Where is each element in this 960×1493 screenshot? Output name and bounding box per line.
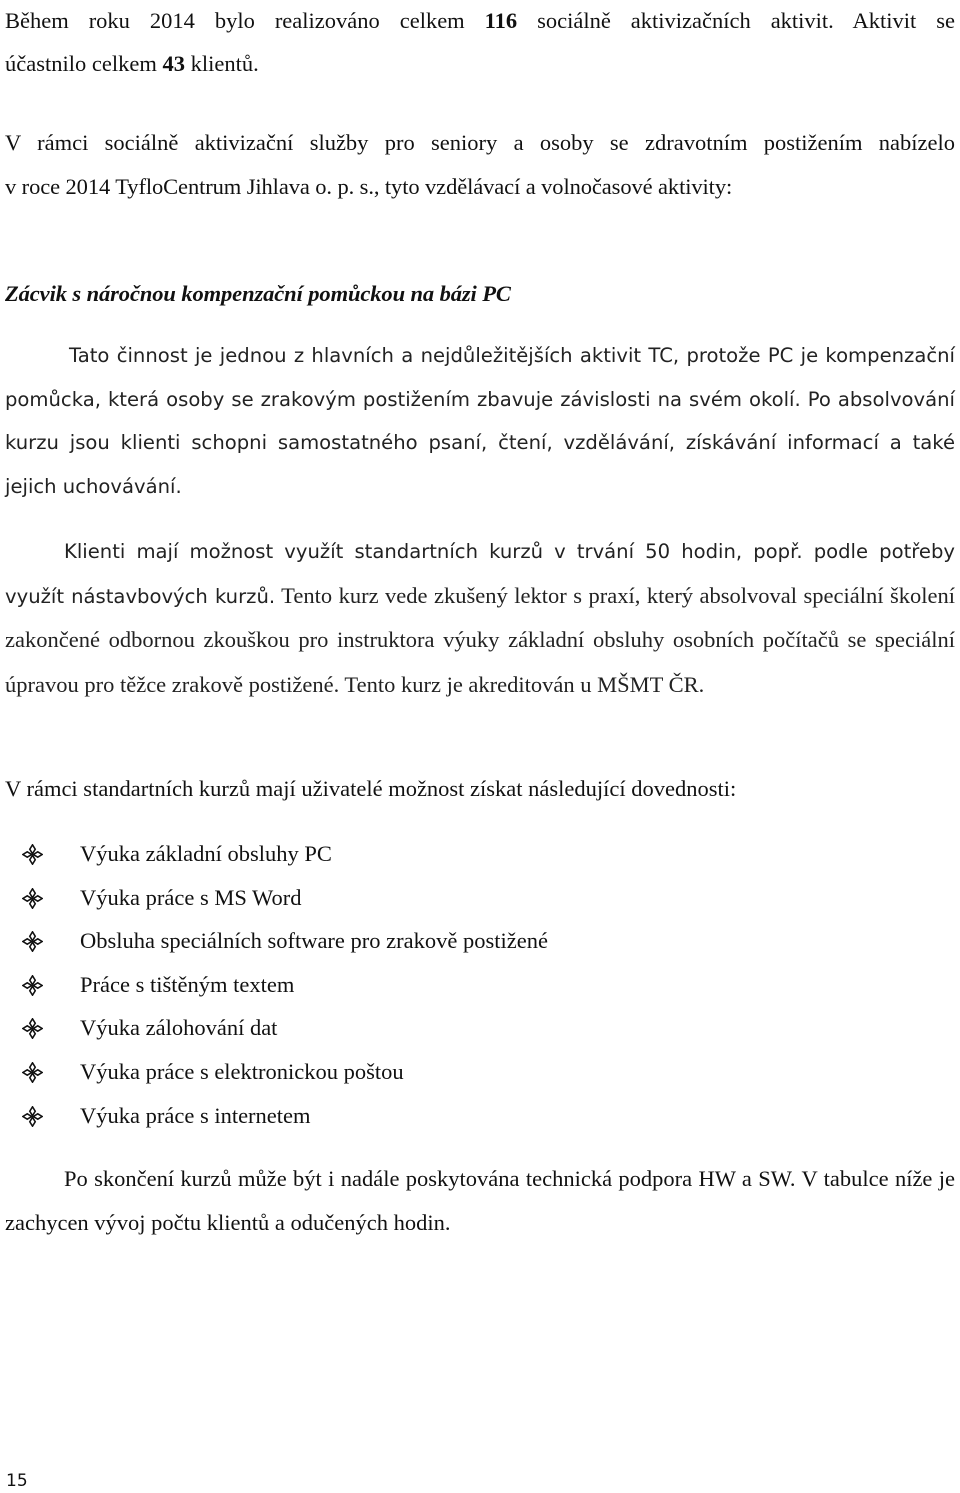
paragraph-text: Tato činnost je jednou z hlavních a nejdůležitějších aktivit TC, protože PC je kompenzační pomůcka, která osoby se zrakovým postižením zbavuje závislosti na svém okolí. Po absolvování kurzu jsou klienti schopni samostatného psaní, čtení, vzdělávání, získávání informací a také jejich uchovávání. — [5, 344, 955, 499]
skills-list-item — [5, 919, 955, 963]
skills-list-item — [5, 876, 955, 920]
paragraph-text-sans: Klienti mají možnost využít standartních kurzů v trvání 50 hodin, popř. podle potřeby využít nástavbových kurzů. — [5, 540, 955, 608]
paragraph-indent — [5, 344, 69, 367]
skills-list — [5, 832, 955, 1137]
document-page — [5, 0, 955, 1492]
diamond-bullet-icon — [22, 1106, 43, 1127]
skill-label: Výuka základní obsluhy PC — [80, 841, 332, 866]
intro-line-1 — [5, 0, 955, 42]
skill-label: Výuka zálohování dat — [80, 1015, 278, 1041]
paragraph-indent — [5, 1166, 64, 1191]
diamond-bullet-icon — [22, 888, 43, 909]
section-paragraph-2 — [5, 530, 955, 708]
intro-line-2 — [5, 42, 955, 85]
section-heading: Zácvik s náročnou kompenzační pomůckou na bázi PC — [5, 281, 511, 306]
services-line-2 — [5, 165, 955, 209]
intro-paragraph-services — [5, 121, 955, 209]
skills-list-item — [5, 1006, 955, 1050]
skill-label: Výuka práce s MS Word — [80, 884, 302, 910]
intro-text: účastnilo celkem — [5, 51, 163, 76]
diamond-bullet-icon — [22, 975, 43, 996]
skill-label: Práce s tištěným textem — [80, 971, 295, 997]
skill-label: Obsluha speciálních software pro zrakově postižené — [80, 928, 548, 954]
skills-list-item — [5, 963, 955, 1007]
diamond-bullet-icon — [22, 1062, 43, 1083]
page-number: 15 — [6, 1471, 28, 1491]
paragraph-indent — [5, 540, 64, 563]
activities-count: 116 — [484, 8, 518, 33]
skills-list-item — [5, 1050, 955, 1094]
closing-paragraph — [5, 1157, 955, 1244]
skill-label: Výuka práce s internetem — [80, 1102, 311, 1128]
paragraph-text: Po skončení kurzů může být i nadále poskytována technická podpora HW a SW. V tabulce níže je zachycen vývoj počtu klientů a odučených hodin. — [5, 1166, 955, 1235]
clients-count: 43 — [162, 51, 185, 76]
intro-text: sociálně aktivizačních aktivit. Aktivit se — [517, 8, 955, 33]
diamond-bullet-icon — [22, 844, 43, 865]
skill-label: Výuka práce s elektronickou poštou — [80, 1058, 404, 1084]
intro-text: klientů. — [184, 51, 259, 76]
paragraph-text-serif: Tento kurz vede zkušený lektor s praxí, který absolvoval speciální školení zakončené odbornou zkouškou pro instruktora výuky základní obsluhy osobních počítačů se speciální úpravou pro těžce zrakově postižené. Tento kurz je akreditován u MŠMT ČR. — [5, 582, 955, 698]
section-paragraph-1 — [5, 334, 955, 509]
intro-text: Během roku 2014 bylo realizováno celkem — [5, 8, 485, 33]
intro-paragraph-activities — [5, 0, 955, 85]
skills-intro: V rámci standartních kurzů mají uživatelé možnost získat následující dovednosti: — [5, 776, 737, 801]
skills-list-item — [5, 1094, 955, 1138]
services-line-1: V rámci sociálně aktivizační služby pro seniory a osoby se zdravotním postižením nabízelo — [5, 130, 955, 155]
services-text: v roce 2014 TyfloCentrum Jihlava o. p. s., tyto vzdělávací a volnočasové aktivity: — [5, 174, 733, 199]
diamond-bullet-icon — [22, 1018, 43, 1039]
skills-list-item — [5, 832, 955, 876]
diamond-bullet-icon — [22, 931, 43, 952]
